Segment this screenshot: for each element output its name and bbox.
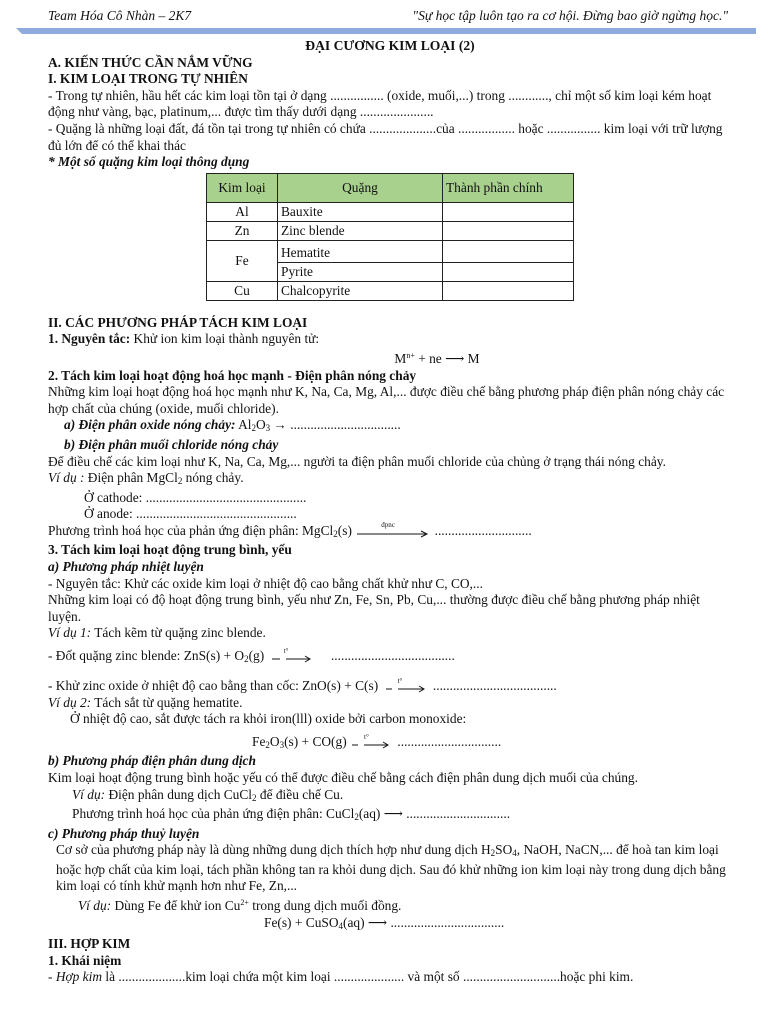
solution-electrolysis-heading: b) Phương pháp điện phân dung dịch — [48, 753, 256, 769]
paragraph-strong-metals: Những kim loại hoạt động hoá học mạnh như K, Na, Ca, Mg, Al,... được điều chế bằng phương pháp điện phân nóng chảy các hợp chất của chúng (oxide, muối chloride). — [48, 384, 725, 416]
zno-equation: - Khử zinc oxide ở nhiệt độ cao bằng than cốc: ZnO(s) + C(s) t° ..................................... — [48, 676, 557, 693]
metal-cell: Al — [207, 202, 278, 221]
page-title: ĐẠI CƯƠNG KIM LOẠI (2) — [305, 38, 475, 53]
oxide-electrolysis-label: a) Điện phân oxide nóng chảy: — [64, 417, 236, 433]
heat-arrow-icon: t° — [350, 735, 394, 751]
principle-label: 1. Nguyên tắc: — [48, 331, 131, 347]
thermal-paragraph: Những kim loại có độ hoạt động trung bình, yếu như Zn, Fe, Sn, Pb, Cu,... thường được điều chế bằng phương pháp nhiệt luyện. — [48, 592, 700, 624]
section-2-2-heading: 2. Tách kim loại hoạt động hoá học mạnh - Điện phân nóng chảy — [48, 367, 417, 383]
table-row — [207, 281, 574, 300]
metal-cell: Cu — [207, 281, 278, 300]
paragraph-ore-definition: - Quặng là những loại đất, đá tồn tại trong tự nhiên có chứa ....................của ................. hoặc ................ kim loại với trữ lượng đủ lớn để có thể khai thác — [48, 120, 723, 153]
metal-cell: Zn — [207, 221, 278, 240]
ore-cell: Pyrite — [278, 262, 443, 281]
cucl2-equation: Phương trình hoá học của phản ứng điện phân: CuCl$_2$(aq) ⟶ ............................... — [72, 806, 511, 823]
anode-line: Ở anode: ................................................ — [84, 506, 297, 522]
electrolysis-equation: Phương trình hoá học của phản ứng điện phân: MgCl$_2$(s) đpnc ............................. — [48, 520, 532, 539]
dpnc-arrow-icon: đpnc — [355, 524, 431, 540]
composition-cell[interactable] — [443, 262, 574, 281]
table-row — [207, 240, 574, 262]
composition-cell[interactable] — [443, 221, 574, 240]
hydrometallurgy-heading: c) Phương pháp thuỷ luyện — [48, 825, 200, 841]
header-quote: "Sự học tập luôn tạo ra cơ hội. Đừng bao giờ ngừng học." — [412, 8, 728, 23]
solution-electrolysis-paragraph: Kim loại hoạt động trung bình hoặc yếu có thể được điều chế bằng cách điện phân dung dịch muối của chúng. — [48, 769, 638, 785]
section-a-heading: A. KIẾN THỨC CẦN NẮM VỮNG — [48, 54, 253, 70]
header-composition: Thành phần chính — [443, 173, 574, 202]
principle-line — [48, 331, 732, 348]
thermal-principle: - Nguyên tắc: Khử các oxide kim loại ở nhiệt độ cao bằng chất khử như C, CO,... — [48, 575, 483, 591]
zns-equation: - Đốt quặng zinc blende: $ZnS(s) + O_2(g)$ t° ..................................... — [48, 646, 455, 665]
fe2o3-equation: $Fe_2O_3(s) + CO(g)$ t° ............................... — [252, 732, 502, 750]
paragraph-metals-in-nature: - Trong tự nhiên, hầu hết các kim loại tồn tại ở dạng ................ (oxide, muối,...) trong ............, chỉ một số kim loại kém hoạt động như vàng, bạc, platinum,... được tìm thấy dưới dạng ...................... — [48, 87, 712, 120]
example-4: Ví dụ: Dùng Fe để khử ion $Cu^{2+}$ trong dung dịch muối đồng. — [78, 898, 402, 914]
example-1: Ví dụ 1: Tách kẽm từ quặng zinc blende. — [48, 625, 266, 641]
composition-cell[interactable] — [443, 281, 574, 300]
example-3: Ví dụ: Điện phân dung dịch CuCl$_2$ để điều chế Cu. — [72, 786, 344, 803]
header-ore: Quặng — [278, 173, 443, 202]
ore-cell: Chalcopyrite — [278, 281, 443, 300]
section-2-3-heading: 3. Tách kim loại hoạt động trung bình, yếu — [48, 542, 292, 558]
ore-cell: Zinc blende — [278, 221, 443, 240]
header-metal: Kim loại — [207, 173, 278, 202]
header-rule — [16, 28, 756, 34]
table-row — [207, 221, 574, 240]
thermal-method-heading: a) Phương pháp nhiệt luyện — [48, 559, 204, 575]
principle-text: Khử ion kim loại thành nguyên tử: — [130, 331, 320, 347]
heat-arrow-icon: t° — [382, 679, 430, 695]
chloride-electrolysis-heading: b) Điện phân muối chloride nóng chảy — [64, 436, 279, 452]
oxide-electrolysis-line: a) Điện phân oxide nóng chảy: $Al_2O_3$ → ................................. — [64, 417, 401, 434]
section-2-heading: II. CÁC PHƯƠNG PHÁP TÁCH KIM LOẠI — [48, 314, 308, 330]
ore-cell: Hematite — [278, 240, 443, 262]
cuso4-equation: Fe(s) + CuSO$_4$(aq) ⟶ .................................. — [264, 914, 505, 931]
heat-arrow-icon: t° — [268, 649, 316, 665]
composition-cell[interactable] — [443, 240, 574, 262]
ore-table-header-row — [207, 173, 574, 202]
table-row — [207, 202, 574, 221]
arrow-icon: ⟶ — [445, 350, 465, 366]
hydrometallurgy-paragraph: Cơ sở của phương pháp này là dùng những dung dịch thích hợp như dung dịch $H_2SO_4$, NaOH, NaCN,... để hoà tan kim loại hoặc hợp chất của kim loại, tách phần không tan ra khỏi dung dịch. Sau đó khử những ion kim loại này trong dung dịch bằng kim loại có tính khử mạnh hơn như Fe, Zn,... — [56, 842, 726, 894]
document-body — [48, 38, 732, 986]
example-mgcl2: Ví dụ : Điện phân MgCl$_2$ nóng chảy. — [48, 470, 244, 487]
alloy-definition: - Hợp kim là ....................kim loại chứa một kim loại ..................... và một số .............................hoặc phi kim. — [48, 969, 634, 985]
ore-table — [206, 173, 574, 301]
section-1-heading: I. KIM LOẠI TRONG TỰ NHIÊN — [48, 71, 248, 87]
section-3-1-heading: 1. Khái niệm — [48, 952, 122, 968]
ore-cell: Bauxite — [278, 202, 443, 221]
header-team: Team Hóa Cô Nhàn – 2K7 — [48, 8, 192, 23]
principle-equation: $M^{n+}$ + ne ⟶ M — [394, 350, 480, 366]
example-2: Ví dụ 2: Tách sắt từ quặng hematite. — [48, 694, 243, 710]
ore-table-heading: * Một số quặng kim loại thông dụng — [48, 154, 250, 170]
page-header — [48, 8, 728, 26]
paragraph-chloride: Để điều chế các kim loại như K, Na, Ca, Mg,... người ta điện phân muối chloride của chủng ở trạng thái nóng chảy. — [48, 453, 666, 469]
section-3-heading: III. HỢP KIM — [48, 936, 131, 952]
metal-cell: Fe — [207, 240, 278, 281]
example-2-paragraph: Ở nhiệt độ cao, sắt được tách ra khỏi iron(lll) oxide bởi carbon monoxide: — [70, 711, 467, 727]
cathode-line: Ở cathode: ................................................ — [84, 489, 307, 505]
composition-cell[interactable] — [443, 202, 574, 221]
